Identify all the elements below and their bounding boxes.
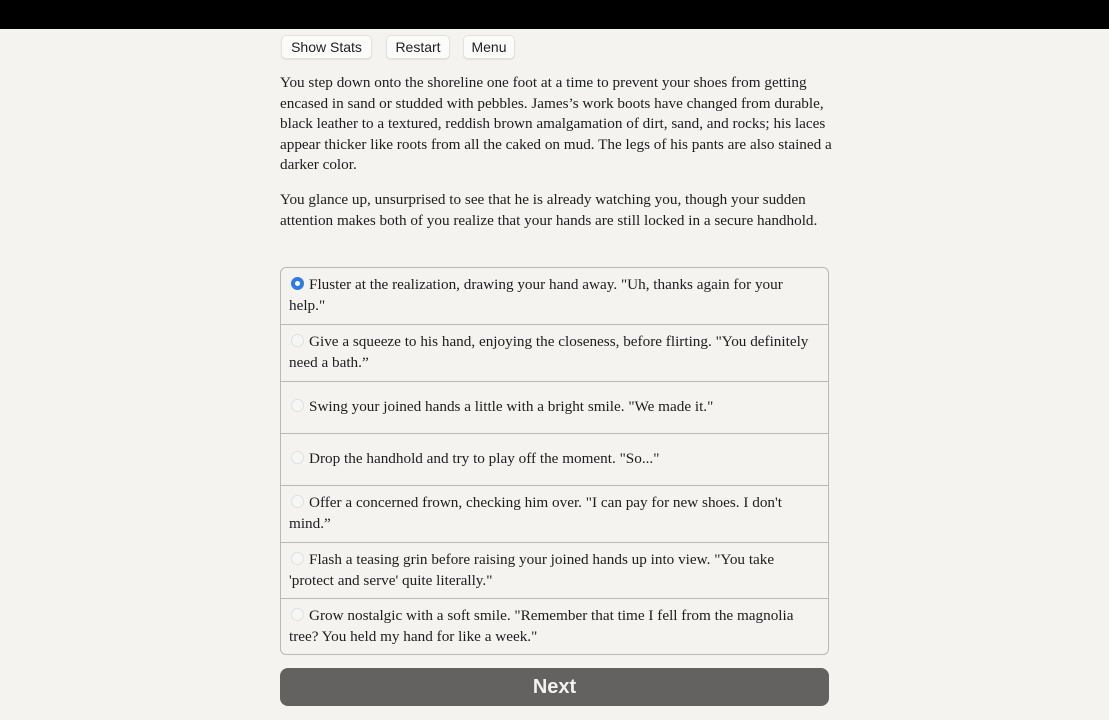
radio-icon[interactable]: [291, 552, 304, 565]
choice-option[interactable]: [281, 433, 828, 485]
top-bar: [0, 0, 1109, 29]
choice-label: Grow nostalgic with a soft smile. "Remember that time I fell from the magnolia tree? You held my hand for like a week.": [289, 607, 794, 645]
show-stats-button[interactable]: Show Stats: [281, 35, 372, 59]
choice-option[interactable]: [281, 542, 828, 598]
choice-option[interactable]: [281, 598, 828, 654]
menu-button[interactable]: Menu: [463, 35, 515, 59]
choice-label: Swing your joined hands a little with a bright smile. "We made it.": [309, 398, 714, 415]
choice-label: Drop the handhold and try to play off the moment. "So...": [309, 450, 660, 467]
radio-icon[interactable]: [291, 399, 304, 412]
choice-label: Give a squeeze to his hand, enjoying the closeness, before flirting. "You definitely need a bath.”: [289, 333, 809, 371]
choice-option[interactable]: [281, 324, 828, 381]
radio-icon[interactable]: [291, 334, 304, 347]
radio-icon[interactable]: [291, 608, 304, 621]
restart-button[interactable]: Restart: [386, 35, 450, 59]
choice-label: Offer a concerned frown, checking him over. "I can pay for new shoes. I don't mind.”: [289, 494, 782, 532]
story-paragraph: You step down onto the shoreline one foot at a time to prevent your shoes from getting encased in sand or studded with pebbles. James’s work boots have changed from durable, black leather to a textured, reddish brown amalgamation of dirt, sand, and rocks; his laces appear thicker like roots from all the caked on mud. The legs of his pants are also stained a darker color.: [280, 74, 832, 174]
story-paragraph: You glance up, unsurprised to see that he is already watching you, though your sudden attention makes both of you realize that your hands are still locked in a secure handhold.: [280, 191, 818, 229]
choice-option[interactable]: [281, 485, 828, 542]
choice-label: Flash a teasing grin before raising your joined hands up into view. "You take 'protect and serve' quite literally.": [289, 551, 775, 589]
choice-option[interactable]: [281, 381, 828, 433]
radio-icon[interactable]: [291, 495, 304, 508]
choice-option[interactable]: [281, 268, 828, 324]
radio-icon[interactable]: [291, 451, 304, 464]
choice-label: Fluster at the realization, drawing your hand away. "Uh, thanks again for your help.": [289, 276, 783, 314]
radio-selected-icon[interactable]: [291, 277, 304, 290]
next-button[interactable]: Next: [280, 668, 829, 706]
choice-list: [280, 267, 829, 655]
